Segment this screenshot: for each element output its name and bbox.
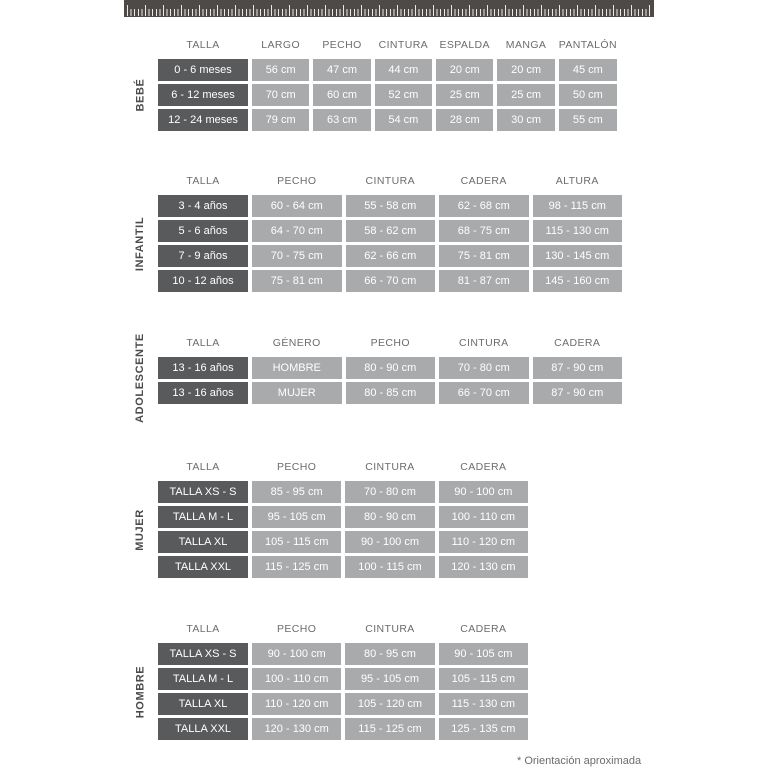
size-cell: 7 - 9 años: [158, 245, 248, 267]
value-cell: 105 - 120 cm: [345, 693, 434, 715]
size-table-adolescente: [158, 332, 622, 404]
value-cell: 90 - 100 cm: [345, 531, 434, 553]
value-cell: 90 - 105 cm: [439, 643, 528, 665]
value-cell: 66 - 70 cm: [346, 270, 436, 292]
value-cell: 60 - 64 cm: [252, 195, 342, 217]
value-cell: 75 - 81 cm: [439, 245, 529, 267]
section-label-text: BEBÉ: [134, 78, 146, 112]
value-cell: 68 - 75 cm: [439, 220, 529, 242]
footnote: * Orientación aproximada: [517, 755, 642, 767]
section-adolescente: [134, 332, 622, 423]
value-cell: 47 cm: [313, 59, 370, 81]
value-cell: 100 - 115 cm: [345, 556, 434, 578]
section-label-adolescente: [129, 333, 151, 423]
size-cell: 13 - 16 años: [158, 382, 248, 404]
value-cell: 90 - 100 cm: [252, 643, 341, 665]
value-cell: 100 - 110 cm: [439, 506, 528, 528]
value-cell: 70 - 80 cm: [345, 481, 434, 503]
value-cell: 44 cm: [375, 59, 432, 81]
value-cell: 115 - 125 cm: [345, 718, 434, 740]
value-cell: 45 cm: [559, 59, 617, 81]
size-cell: TALLA XS - S: [158, 643, 248, 665]
value-cell: 70 cm: [252, 84, 309, 106]
value-cell: 30 cm: [497, 109, 554, 131]
value-cell: HOMBRE: [252, 357, 342, 379]
column-header-talla: TALLA: [186, 623, 220, 635]
column-header-cadera: CADERA: [554, 337, 601, 349]
column-header-pecho: PECHO: [277, 175, 317, 187]
value-cell: 115 - 130 cm: [439, 693, 528, 715]
value-cell: 105 - 115 cm: [252, 531, 341, 553]
value-cell: 130 - 145 cm: [533, 245, 623, 267]
size-cell: 3 - 4 años: [158, 195, 248, 217]
value-cell: 115 - 130 cm: [533, 220, 623, 242]
value-cell: 64 - 70 cm: [252, 220, 342, 242]
section-label-hombre: [129, 643, 151, 740]
value-cell: 110 - 120 cm: [252, 693, 341, 715]
value-cell: 70 - 75 cm: [252, 245, 342, 267]
value-cell: 79 cm: [252, 109, 309, 131]
size-table-hombre: [158, 618, 528, 740]
value-cell: 95 - 105 cm: [345, 668, 434, 690]
column-header-cintura: CINTURA: [365, 623, 415, 635]
size-cell: TALLA XXL: [158, 718, 248, 740]
value-cell: 54 cm: [375, 109, 432, 131]
value-cell: 60 cm: [313, 84, 370, 106]
size-cell: TALLA XL: [158, 531, 248, 553]
column-header-cadera: CADERA: [460, 623, 507, 635]
section-infantil: [134, 170, 622, 292]
value-cell: 95 - 105 cm: [252, 506, 341, 528]
value-cell: 66 - 70 cm: [439, 382, 529, 404]
value-cell: 105 - 115 cm: [439, 668, 528, 690]
size-table-infantil: [158, 170, 622, 292]
size-table-bebe: [158, 34, 617, 131]
section-label-bebe: [129, 59, 151, 131]
value-cell: 55 cm: [559, 109, 617, 131]
section-label-infantil: [129, 195, 151, 292]
size-cell: TALLA M - L: [158, 506, 248, 528]
size-cell: 13 - 16 años: [158, 357, 248, 379]
size-cell: TALLA XS - S: [158, 481, 248, 503]
section-label-text: INFANTIL: [134, 216, 147, 271]
value-cell: 28 cm: [436, 109, 493, 131]
size-cell: 0 - 6 meses: [158, 59, 248, 81]
measuring-tape-icon: [124, 0, 654, 17]
value-cell: 85 - 95 cm: [252, 481, 341, 503]
value-cell: 62 - 68 cm: [439, 195, 529, 217]
column-header-cintura: CINTURA: [378, 39, 429, 51]
section-bebe: [134, 34, 617, 131]
value-cell: 50 cm: [559, 84, 617, 106]
value-cell: 100 - 110 cm: [252, 668, 341, 690]
column-header-pecho: PECHO: [322, 39, 362, 51]
column-header-talla: TALLA: [186, 175, 220, 187]
column-header-talla: TALLA: [186, 39, 220, 51]
value-cell: 80 - 95 cm: [345, 643, 434, 665]
value-cell: 145 - 160 cm: [533, 270, 623, 292]
column-header-espalda: ESPALDA: [439, 39, 490, 51]
value-cell: 110 - 120 cm: [439, 531, 528, 553]
value-cell: 125 - 135 cm: [439, 718, 528, 740]
column-header-g-nero: GÉNERO: [272, 337, 321, 349]
value-cell: 80 - 85 cm: [346, 382, 436, 404]
column-header-cintura: CINTURA: [365, 461, 415, 473]
value-cell: 58 - 62 cm: [346, 220, 436, 242]
size-cell: 5 - 6 años: [158, 220, 248, 242]
value-cell: MUJER: [252, 382, 342, 404]
value-cell: 115 - 125 cm: [252, 556, 341, 578]
column-header-talla: TALLA: [186, 337, 220, 349]
column-header-cintura: CINTURA: [365, 175, 415, 187]
section-label-text: MUJER: [134, 508, 147, 551]
value-cell: 90 - 100 cm: [439, 481, 528, 503]
value-cell: 120 - 130 cm: [252, 718, 341, 740]
value-cell: 20 cm: [497, 59, 554, 81]
section-label-text: ADOLESCENTE: [134, 333, 146, 423]
column-header-cadera: CADERA: [460, 175, 507, 187]
column-header-pecho: PECHO: [370, 337, 410, 349]
column-header-cintura: CINTURA: [459, 337, 509, 349]
section-label-mujer: [129, 481, 151, 578]
value-cell: 120 - 130 cm: [439, 556, 528, 578]
value-cell: 56 cm: [252, 59, 309, 81]
column-header-pecho: PECHO: [276, 623, 317, 635]
size-cell: TALLA XL: [158, 693, 248, 715]
value-cell: 55 - 58 cm: [346, 195, 436, 217]
size-cell: 10 - 12 años: [158, 270, 248, 292]
value-cell: 70 - 80 cm: [439, 357, 529, 379]
column-header-talla: TALLA: [186, 461, 220, 473]
value-cell: 25 cm: [436, 84, 493, 106]
column-header-largo: LARGO: [261, 39, 301, 51]
column-header-altura: ALTURA: [555, 175, 599, 187]
column-header-pecho: PECHO: [276, 461, 317, 473]
ruler-major-ticks: [127, 5, 651, 16]
value-cell: 25 cm: [497, 84, 554, 106]
size-cell: 12 - 24 meses: [158, 109, 248, 131]
column-header-pantal-n: PANTALÓN: [558, 39, 617, 51]
size-cell: TALLA XXL: [158, 556, 248, 578]
column-header-manga: MANGA: [505, 39, 547, 51]
value-cell: 87 - 90 cm: [533, 382, 623, 404]
size-cell: 6 - 12 meses: [158, 84, 248, 106]
value-cell: 80 - 90 cm: [346, 357, 436, 379]
value-cell: 81 - 87 cm: [439, 270, 529, 292]
column-header-cadera: CADERA: [460, 461, 507, 473]
size-table-mujer: [158, 456, 528, 578]
value-cell: 87 - 90 cm: [533, 357, 623, 379]
value-cell: 98 - 115 cm: [533, 195, 623, 217]
section-mujer: [134, 456, 528, 578]
value-cell: 52 cm: [375, 84, 432, 106]
value-cell: 63 cm: [313, 109, 370, 131]
size-cell: TALLA M - L: [158, 668, 248, 690]
value-cell: 62 - 66 cm: [346, 245, 436, 267]
value-cell: 20 cm: [436, 59, 493, 81]
section-hombre: [134, 618, 528, 740]
section-label-text: HOMBRE: [134, 665, 146, 718]
value-cell: 80 - 90 cm: [345, 506, 434, 528]
value-cell: 75 - 81 cm: [252, 270, 342, 292]
